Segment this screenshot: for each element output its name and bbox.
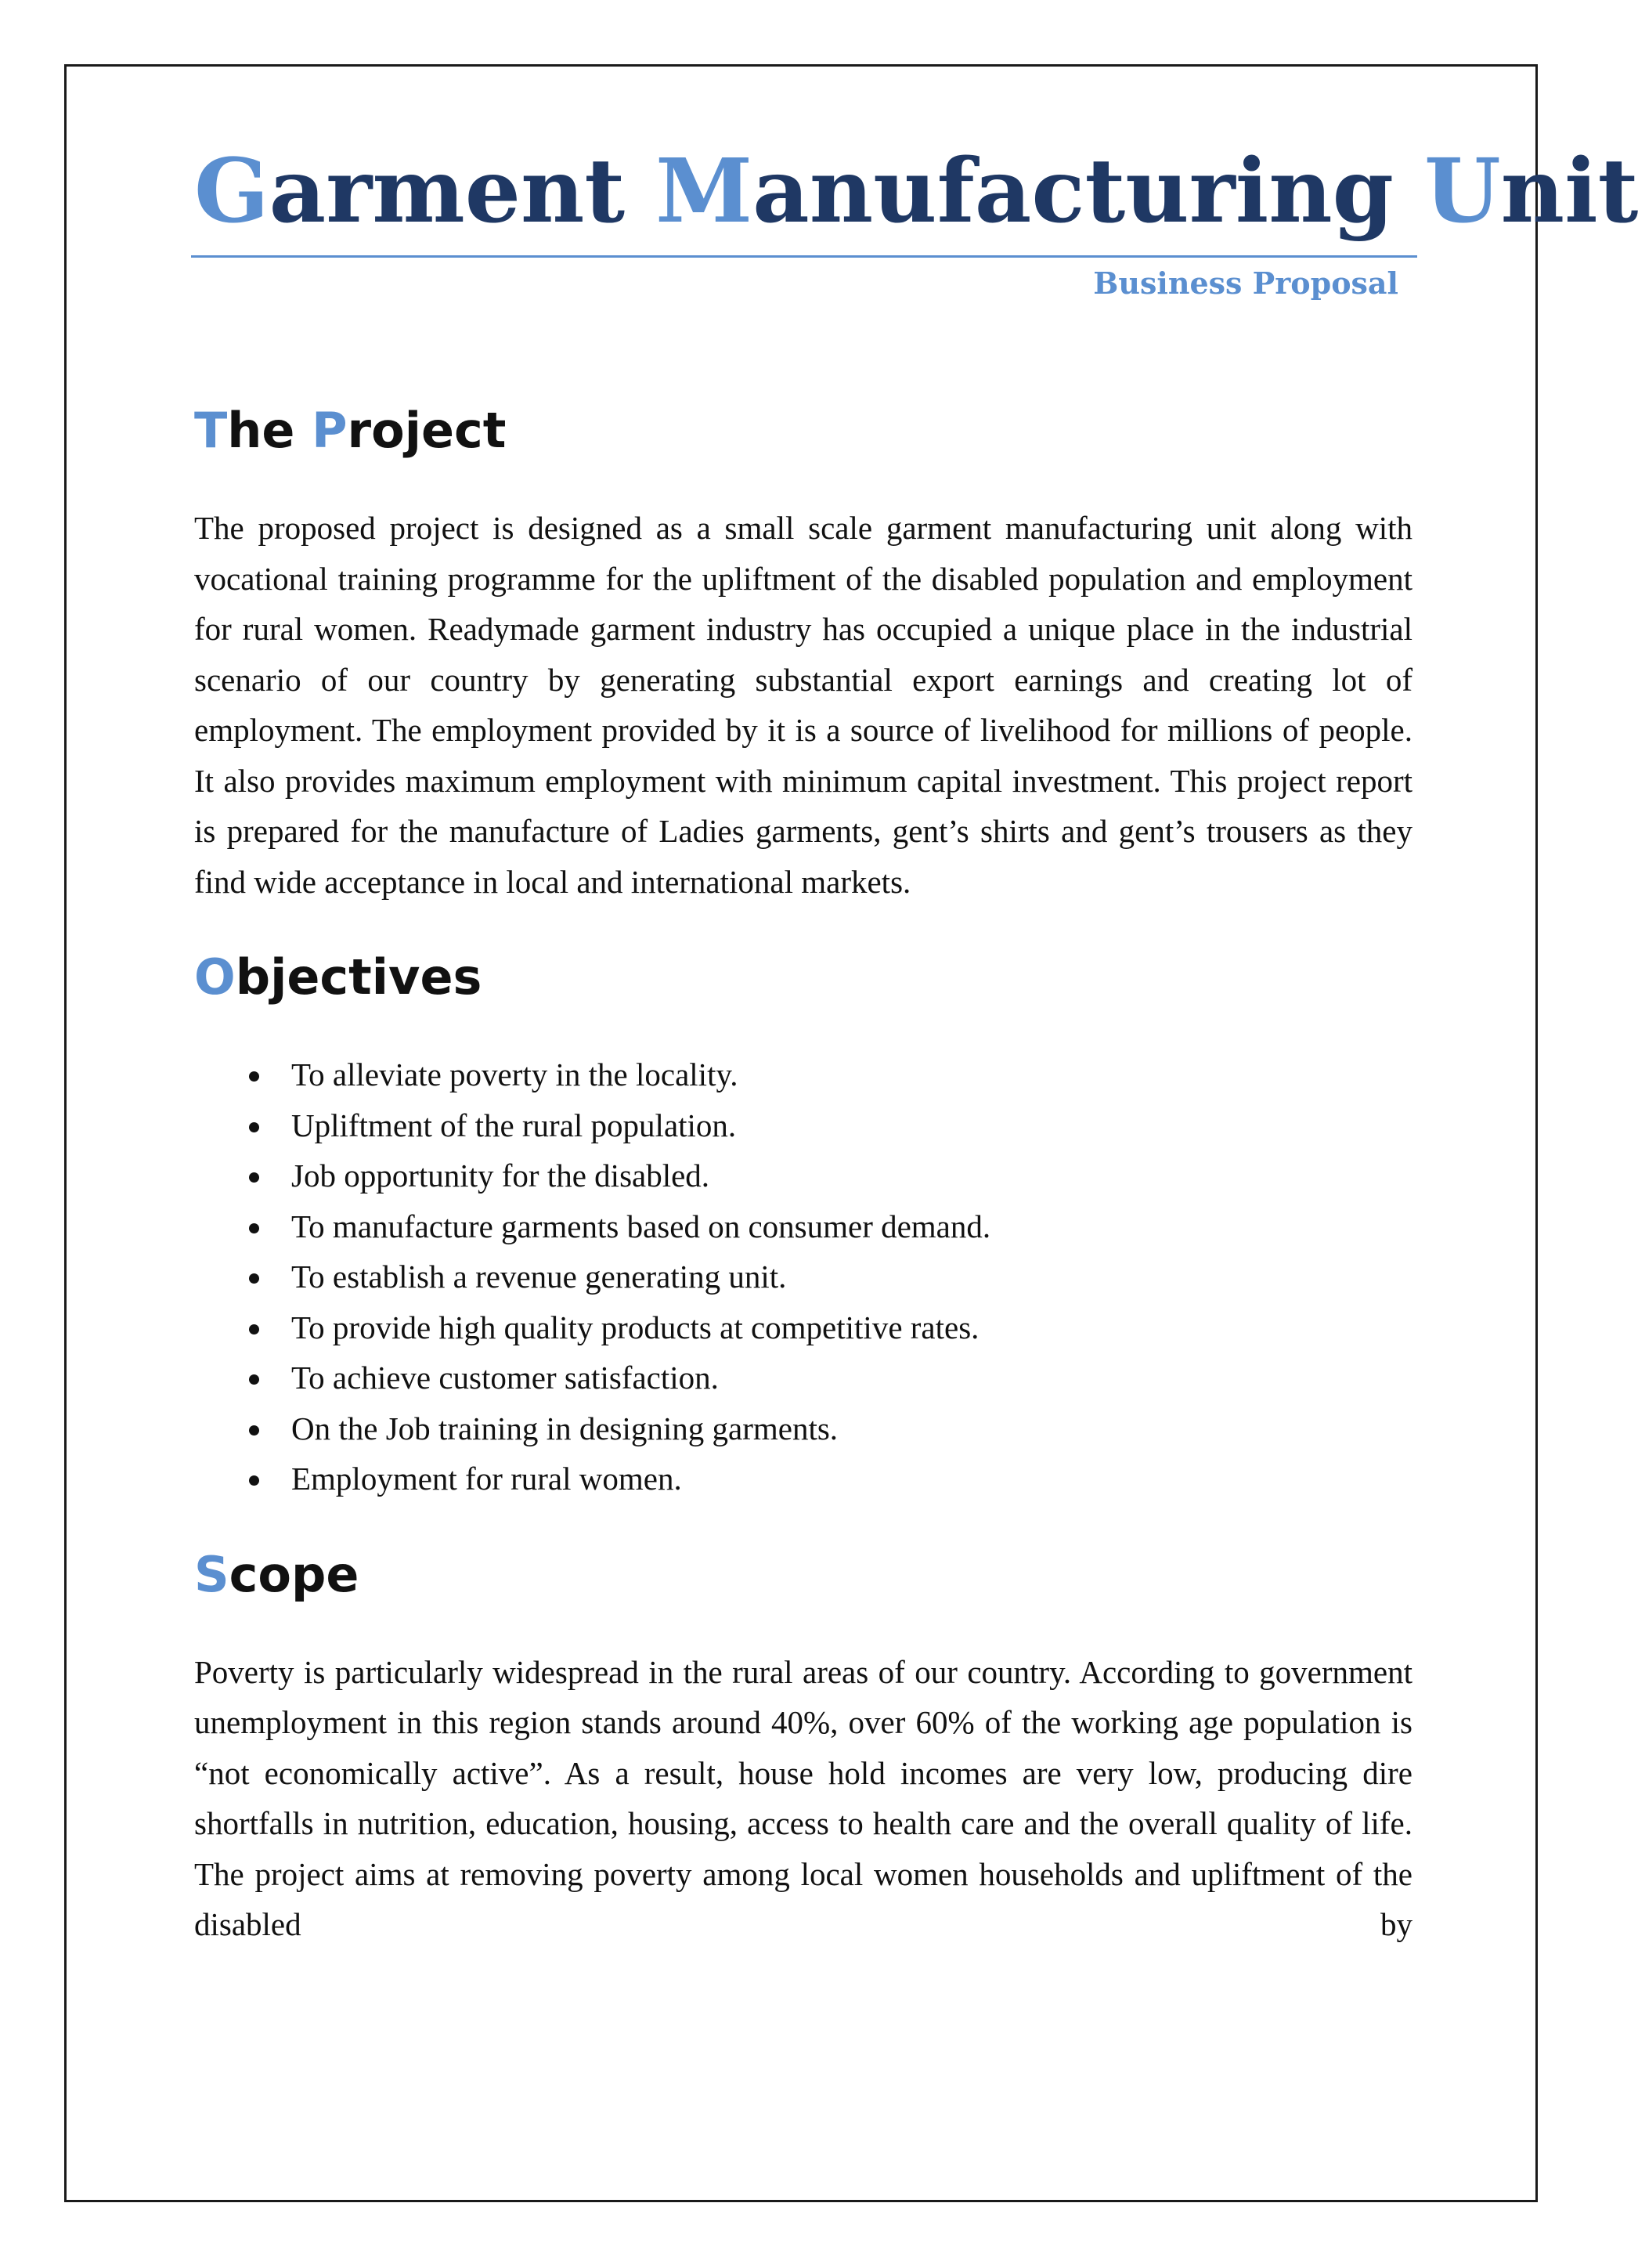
section-heading-objectives	[194, 946, 1413, 1009]
bullet-icon	[249, 1374, 259, 1385]
title-word-rest: anufacturing	[752, 140, 1424, 243]
heading-initial: O	[194, 948, 236, 1006]
list-item	[194, 1454, 1413, 1504]
list-item	[194, 1201, 1413, 1252]
heading-initial: T	[194, 402, 228, 459]
title-initial: G	[194, 140, 269, 243]
bullet-icon	[249, 1223, 259, 1233]
document-header	[194, 133, 1638, 399]
bullet-icon	[249, 1273, 259, 1284]
document-subtitle: Business Proposal	[1093, 265, 1398, 301]
list-item-text: To achieve customer satisfaction.	[291, 1360, 719, 1396]
section-the-project	[194, 399, 1413, 907]
list-item-text: To manufacture garments based on consumer demand.	[291, 1208, 991, 1244]
section-heading-project	[194, 399, 1413, 462]
list-item-text: Job opportunity for the disabled.	[291, 1157, 710, 1194]
project-paragraph: The proposed project is designed as a small scale garment manufacturing unit along with vocational training programme for the upliftment of the disabled population and employment for rural women. Readymade garment industry has occupied a unique place in the industrial scenario of our country by generating substantial export earnings and creating lot of employment. The employment provided by it is a source of livelihood for millions of people. It also provides maximum employment with minimum capital investment. This project report is prepared for the manufacture of Ladies garments, gent’s shirts and gent’s trousers as they find wide acceptance in local and international markets.	[194, 510, 1413, 900]
section-heading-scope	[194, 1544, 1413, 1606]
section-objectives	[194, 946, 1413, 1504]
bullet-icon	[249, 1172, 259, 1183]
scope-paragraph: Poverty is particularly widespread in the rural areas of our country. According to government unemployment in this region stands around 40%, over 60% of the working age population is “not economically active”. As a result, house hold incomes are very low, producing dire shortfalls in nutrition, education, housing, access to health care and the overall quality of life. The project aims at removing poverty among local women households and upliftment of the disabled by	[194, 1653, 1413, 1942]
list-item-text: To provide high quality products at competitive rates.	[291, 1309, 980, 1345]
objectives-list	[194, 1049, 1413, 1504]
title-underline	[191, 255, 1417, 258]
heading-word-rest: bjectives	[235, 948, 482, 1006]
heading-word-rest: he	[227, 402, 312, 459]
heading-initial: S	[194, 1545, 229, 1603]
list-item-text: On the Job training in designing garments.	[291, 1410, 839, 1446]
title-word-rest: nit	[1500, 140, 1638, 243]
list-item-text: To establish a revenue generating unit.	[291, 1259, 787, 1295]
document-content	[194, 133, 1638, 1950]
section-scope	[194, 1544, 1413, 1950]
list-item	[194, 1150, 1413, 1201]
bullet-icon	[249, 1122, 259, 1132]
list-item-text: Employment for rural women.	[291, 1461, 682, 1497]
bullet-icon	[249, 1071, 259, 1082]
title-initial: U	[1423, 140, 1501, 243]
list-item	[194, 1352, 1413, 1403]
bullet-icon	[249, 1324, 259, 1334]
list-item	[194, 1251, 1413, 1302]
list-item	[194, 1100, 1413, 1151]
bullet-icon	[249, 1475, 259, 1486]
heading-initial: P	[312, 402, 348, 459]
heading-word-rest: roject	[347, 402, 507, 459]
title-word-rest: arment	[269, 140, 656, 243]
list-item	[194, 1403, 1413, 1454]
list-item-text: Upliftment of the rural population.	[291, 1107, 737, 1143]
list-item-text: To alleviate poverty in the locality.	[291, 1056, 738, 1092]
document-title	[194, 133, 1638, 251]
list-item	[194, 1302, 1413, 1353]
title-initial: M	[655, 140, 753, 243]
heading-word-rest: cope	[229, 1545, 359, 1603]
bullet-icon	[249, 1425, 259, 1436]
list-item	[194, 1049, 1413, 1100]
